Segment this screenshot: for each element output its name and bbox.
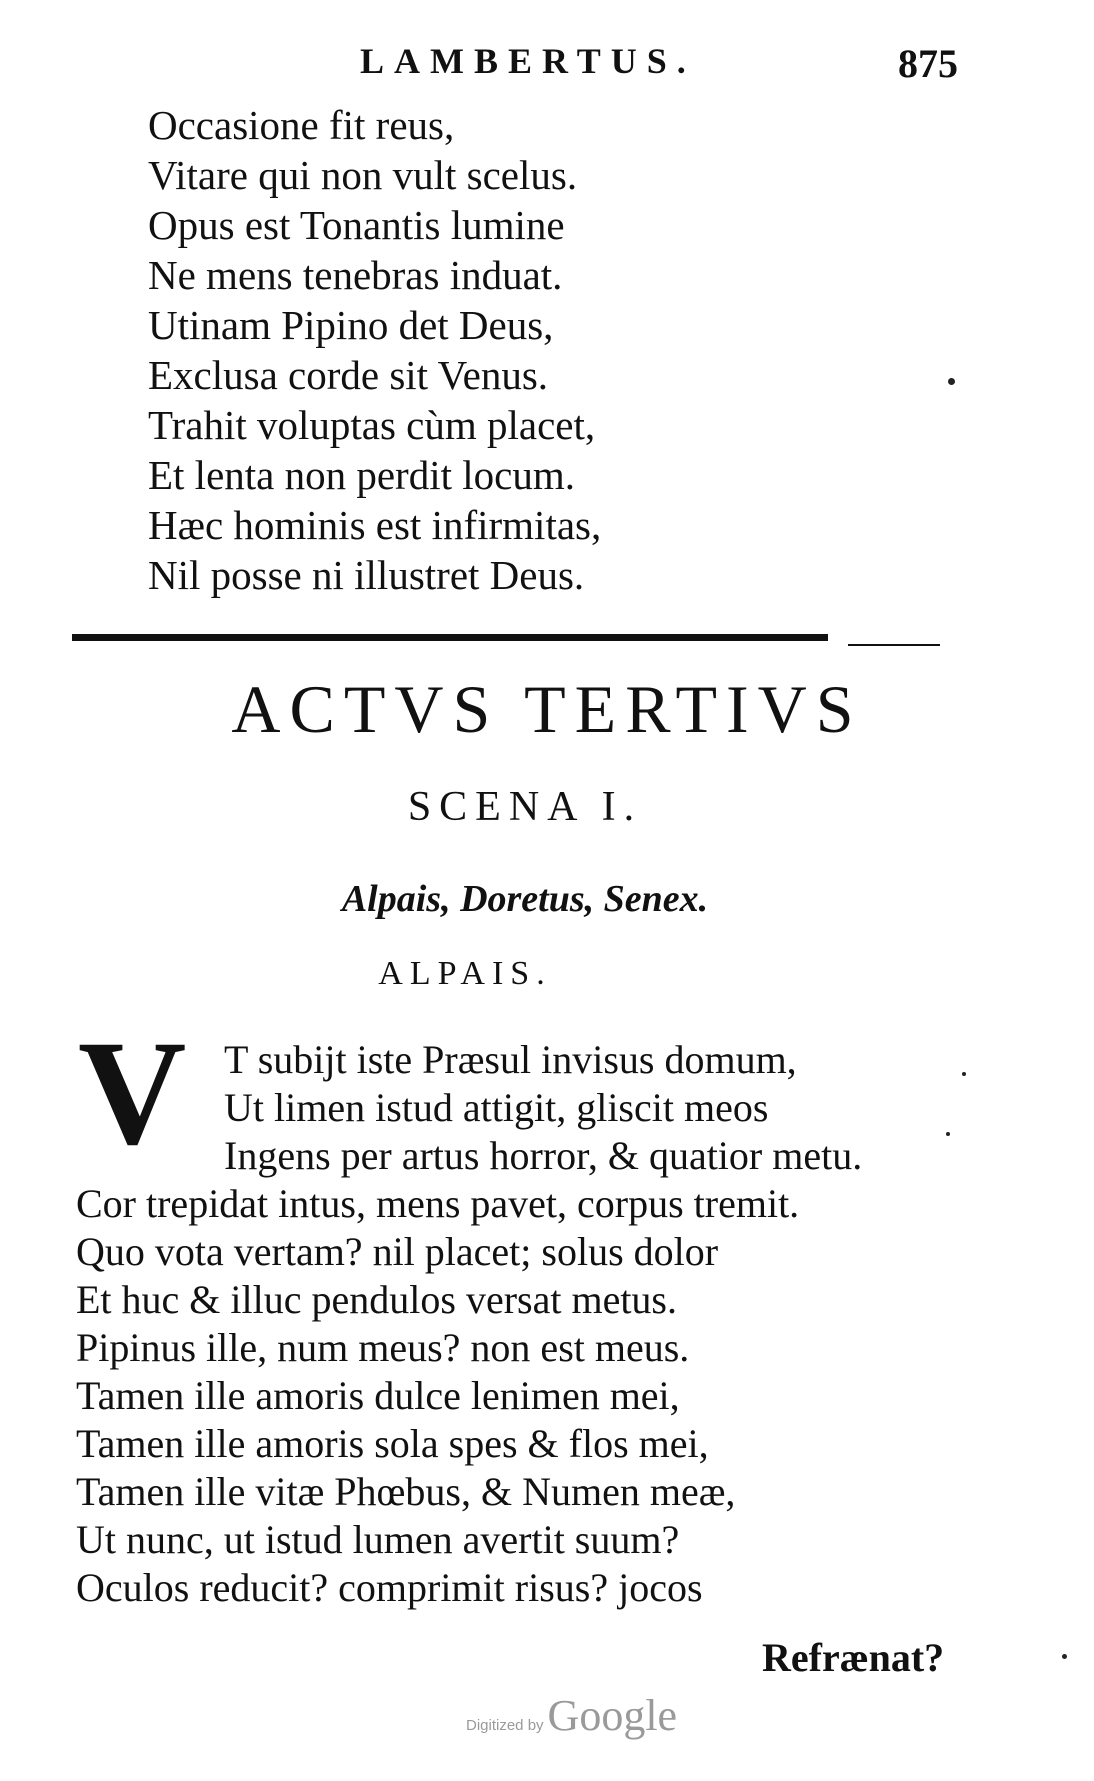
main-verse-block [76,1036,976,1612]
verse-line: Utinam Pipino det Deus, [148,302,554,348]
verse-line: Pipinus ille, num meus? non est meus. [76,1325,690,1370]
section-rule-tail [848,644,940,646]
verse-line: Tamen ille amoris dulce lenimen mei, [76,1373,680,1418]
page-number: 875 [898,41,958,86]
google-logo: Google [547,1691,678,1740]
verse-line: Ut nunc, ut istud lumen avertit suum? [76,1517,680,1562]
verse-line: Oculos reducit? comprimit risus? jocos [76,1565,703,1610]
verse-line: Opus est Tonantis lumine [148,202,565,248]
print-speck [948,378,955,385]
verse-line: Cor trepidat intus, mens pavet, corpus tremit. [76,1181,800,1226]
digitization-watermark [466,1690,677,1741]
verse-line: Ut limen istud attigit, gliscit meos [224,1085,769,1130]
running-head: LAMBERTUS. [360,41,696,81]
verse-line: Quo vota vertam? nil placet; solus dolor [76,1229,719,1274]
verse-line: Exclusa corde sit Venus. [148,352,549,398]
watermark-prefix: Digitized by [466,1717,544,1734]
verse-line: Ne mens tenebras induat. [148,252,563,298]
verse-line: Vitare qui non vult scelus. [148,152,578,198]
verse-line: Tamen ille vitæ Phœbus, & Numen meæ, [76,1469,736,1514]
speaker-name: ALPAIS. [378,955,552,992]
verse-line: Trahit voluptas cùm placet, [148,402,596,448]
print-speck [946,1132,950,1136]
section-rule [72,634,828,641]
print-speck [962,1072,966,1076]
verse-line: Et lenta non perdit locum. [148,452,575,498]
verse-line: T subijt iste Præsul invisus domum, [224,1037,797,1082]
verse-line: Hæc hominis est infirmitas, [148,502,602,548]
dramatis-personae: Alpais, Doretus, Senex. [341,878,709,920]
catchword: Refrænat? [762,1635,945,1680]
drop-cap-initial: V [78,1010,187,1176]
verse-line: Et huc & illuc pendulos versat metus. [76,1277,677,1322]
scene-title: SCENA I. [407,784,643,830]
verse-line: Ingens per artus horror, & quatior metu. [224,1133,863,1178]
verse-line: Occasione fit reus, [148,102,455,148]
act-title: ACTVS TERTIVS [231,671,863,747]
top-verse-block [148,100,928,600]
verse-line: Tamen ille amoris sola spes & flos mei, [76,1421,709,1466]
print-speck [1062,1654,1067,1659]
verse-line: Nil posse ni illustret Deus. [148,552,585,598]
